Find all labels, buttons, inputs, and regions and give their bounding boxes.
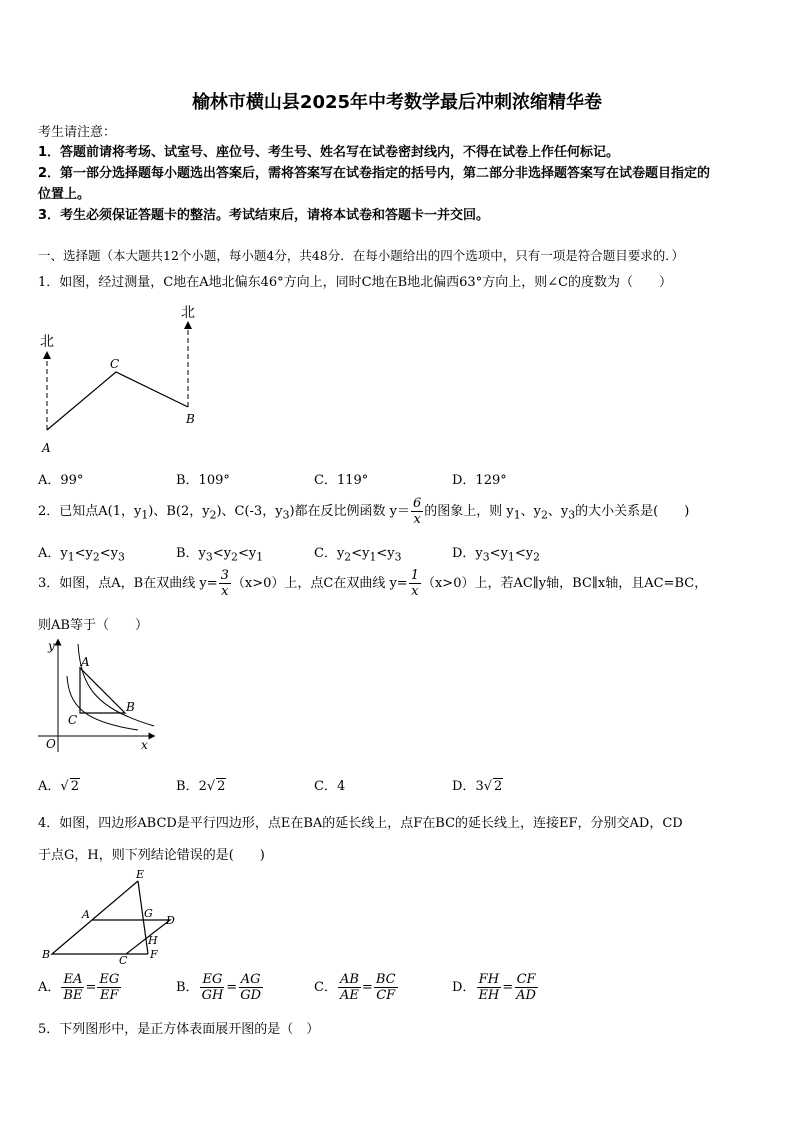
point-c-label: C	[119, 954, 128, 964]
notice-item-2: 2．第一部分选择题每小题选出答案后，需将答案写在试卷指定的括号内，第二部分非选择题答案写在试卷题目指定的	[38, 166, 711, 181]
segment-ae	[92, 881, 138, 920]
point-b-label: B	[186, 412, 195, 426]
point-a-label: A	[81, 655, 90, 669]
q4-option-a[interactable]: A． $\frac{EA}{BE}$ = $\frac{EG}{EF}$	[38, 972, 120, 1003]
notice-item-3: 3．考生必须保证答题卡的整洁。考试结束后，请将本试卷和答题卡一并交回。	[38, 208, 490, 223]
question-1-figure	[30, 300, 230, 460]
point-f-label: F	[150, 948, 158, 961]
section-heading: 一、选择题（本大题共12个小题，每小题4分，共48分．在每小题给出的四个选项中，只有一项是符合题目要求的．）	[38, 248, 685, 263]
q3-option-a[interactable]: A．√ 2	[38, 779, 79, 794]
q4-option-d[interactable]: D． $\frac{FH}{EH}$ = $\frac{CF}{AD}$	[452, 972, 536, 1003]
point-d-label: D	[166, 914, 175, 927]
point-c-label: C	[110, 357, 120, 371]
point-a-label: A	[42, 441, 51, 455]
question-4-text-line2: 于点G，H，则下列结论错误的是( )	[38, 848, 265, 863]
notice-item-2-cont: 位置上。	[38, 187, 91, 202]
point-g-label: G	[144, 907, 153, 920]
question-3-figure	[34, 636, 164, 756]
q2-option-b[interactable]: B．$y_3<y_2<y_1$	[176, 546, 264, 564]
y-axis-label: y	[48, 639, 55, 653]
q3-option-c[interactable]: C．4	[314, 779, 346, 794]
page-title: 榆林市横山县2025年中考数学最后冲刺浓缩精华卷	[191, 92, 603, 113]
q3-option-b[interactable]: B．2√ 2	[176, 779, 226, 794]
q2-option-a[interactable]: A．$y_1<y_2<y_3$	[38, 546, 125, 564]
point-e-label: E	[136, 868, 145, 881]
path-a-c-b	[47, 372, 188, 430]
point-h-label: H	[148, 934, 158, 947]
question-5-text: 5．下列图形中，是正方体表面展开图的是（ ）	[38, 1022, 320, 1037]
question-4-figure	[38, 866, 188, 964]
north-label-b: 北	[181, 305, 195, 321]
q4-option-c[interactable]: C． $\frac{AB}{AE}$ = $\frac{BC}{CF}$	[314, 972, 396, 1003]
q2-option-d[interactable]: D．$y_3<y_1<y_2$	[452, 546, 540, 564]
triangle-abc	[80, 668, 125, 713]
point-a-label: A	[82, 908, 90, 921]
north-label-a: 北	[40, 334, 54, 350]
q2-fraction: $\frac{6}{x}$	[413, 496, 422, 527]
question-1-text: 1．如图，经过测量，C地在A地北偏东46°方向上，同时C地在B地北偏西63°方向上，则∠C的度数为（ ）	[38, 275, 673, 290]
q4-option-b[interactable]: B． $\frac{EG}{GH}$ = $\frac{AG}{GD}$	[176, 972, 262, 1003]
q1-option-b[interactable]: B．109°	[176, 473, 230, 488]
x-axis-label: x	[141, 738, 148, 752]
q3-fraction-2: $\frac{1}{x}$	[410, 568, 419, 599]
q1-option-c[interactable]: C．119°	[314, 473, 369, 488]
question-3-text-line2: 则AB等于（ ）	[38, 618, 148, 633]
question-4-text: 4．如图，四边形ABCD是平行四边形，点E在BA的延长线上，点F在BC的延长线上，连接EF，分别交AD，CD	[38, 816, 683, 831]
question-3-text: 3．如图，点A，B在双曲线 y= $\frac{3}{x}$ （x>0）上，点C在双曲线 y= $\frac{1}{x}$ （x>0）上，若AC∥y轴，BC∥x轴，且AC=BC，	[38, 568, 708, 599]
q1-option-a[interactable]: A．99°	[38, 473, 84, 488]
q2-option-c[interactable]: C．$y_2<y_1<y_3$	[314, 546, 402, 564]
q3-option-d[interactable]: D．3√ 2	[452, 779, 503, 794]
question-2-text: 2．已知点A(1，$y_1$)、B(2，$y_2$)、C(-3，$y_3$)都在反比例函数 y＝ $\frac{6}{x}$ 的图象上，则 $y_1$、$y_2$、$y_3$的大小关系是( )	[38, 496, 690, 527]
point-b-label: B	[126, 700, 135, 714]
origin-label: O	[46, 737, 56, 751]
point-b-label: B	[42, 948, 51, 961]
notice-heading: 考生请注意：	[38, 125, 117, 140]
q3-fraction-1: $\frac{3}{x}$	[220, 568, 229, 599]
notice-item-1: 1．答题前请将考场、试室号、座位号、考生号、姓名写在试卷密封线内，不得在试卷上作任何标记。	[38, 145, 620, 160]
point-c-label: C	[68, 713, 78, 727]
q1-option-d[interactable]: D．129°	[452, 473, 507, 488]
